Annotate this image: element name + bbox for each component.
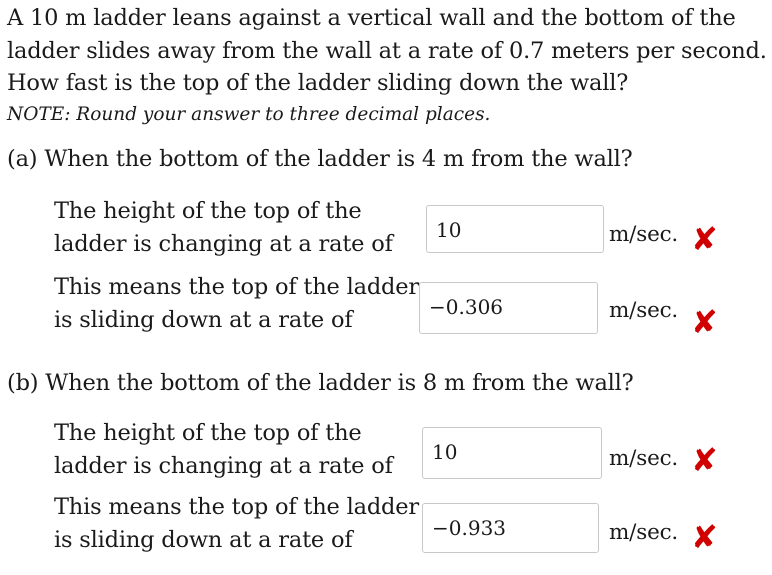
part-b-question: (b) When the bottom of the ladder is 8 m from the wall? — [7, 370, 634, 396]
incorrect-x-icon: ✘ — [691, 441, 718, 479]
problem-statement: A 10 m ladder leans against a vertical wall and the bottom of the ladder slides away from the wall at a rate of 0.7 meters per second. How fast is the top of the ladder sliding down the wall? — [7, 5, 767, 96]
part-a-q2-label: This means the top of the ladder is sliding down at a rate of — [54, 274, 419, 333]
part-b-q1-label: The height of the top of the ladder is changing at a rate of — [54, 420, 393, 479]
part-a-rate-input[interactable]: 10 — [426, 205, 604, 253]
incorrect-x-icon: ✘ — [691, 303, 718, 341]
part-a-q1-unit: m/sec. — [609, 222, 679, 247]
part-b-q1-unit: m/sec. — [609, 446, 679, 471]
incorrect-x-icon: ✘ — [691, 518, 718, 556]
part-a-question: (a) When the bottom of the ladder is 4 m from the wall? — [7, 146, 633, 172]
part-a-sliding-rate-input[interactable]: −0.306 — [419, 282, 598, 334]
part-b-sliding-rate-input[interactable]: −0.933 — [422, 503, 599, 553]
part-b-rate-input[interactable]: 10 — [422, 427, 602, 479]
part-b-q2-unit: m/sec. — [609, 520, 679, 545]
part-a-q1-label: The height of the top of the ladder is changing at a rate of — [54, 198, 393, 257]
part-a-q2-unit: m/sec. — [609, 298, 679, 323]
rounding-note: NOTE: Round your answer to three decimal places. — [7, 104, 491, 125]
incorrect-x-icon: ✘ — [691, 220, 718, 258]
part-b-q2-label: This means the top of the ladder is sliding down at a rate of — [54, 494, 419, 553]
